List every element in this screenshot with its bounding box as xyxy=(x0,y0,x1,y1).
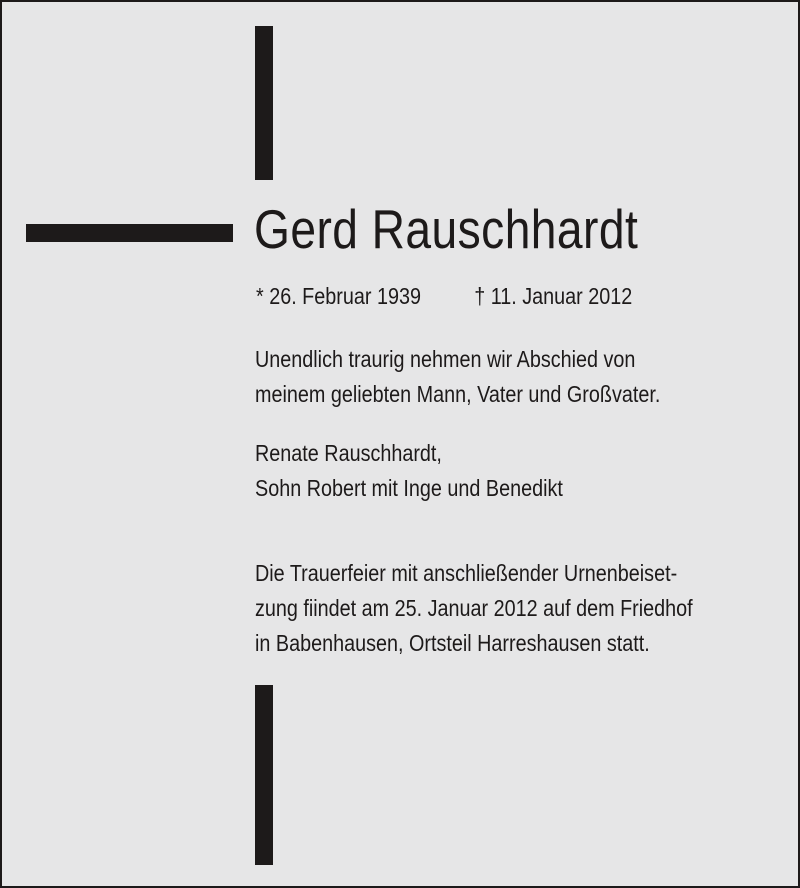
message-line: meinem geliebten Mann, Vater und Großvater. xyxy=(255,381,661,407)
cross-upper-beam xyxy=(255,26,273,180)
death-date: † 11. Januar 2012 xyxy=(474,283,633,309)
mourner-line: Renate Rauschhardt, xyxy=(255,440,442,466)
mourners xyxy=(255,436,563,506)
farewell-message xyxy=(255,342,660,412)
ceremony-line: zung fiindet am 25. Januar 2012 auf dem Friedhof xyxy=(255,595,693,621)
cross-crossbar xyxy=(26,224,233,242)
mourner-line: Sohn Robert mit Inge und Benedikt xyxy=(255,475,563,501)
birth-date: * 26. Februar 1939 xyxy=(256,283,421,309)
life-dates xyxy=(256,280,632,312)
ceremony-line: Die Trauerfeier mit anschließender Urnenbeiset- xyxy=(255,560,678,586)
ceremony-line: in Babenhausen, Ortsteil Harreshausen statt. xyxy=(255,630,650,656)
deceased-name: Gerd Rauschhardt xyxy=(254,198,639,260)
ceremony-info xyxy=(255,556,693,661)
message-line: Unendlich traurig nehmen wir Abschied von xyxy=(255,346,636,372)
cross-lower-beam xyxy=(255,685,273,865)
